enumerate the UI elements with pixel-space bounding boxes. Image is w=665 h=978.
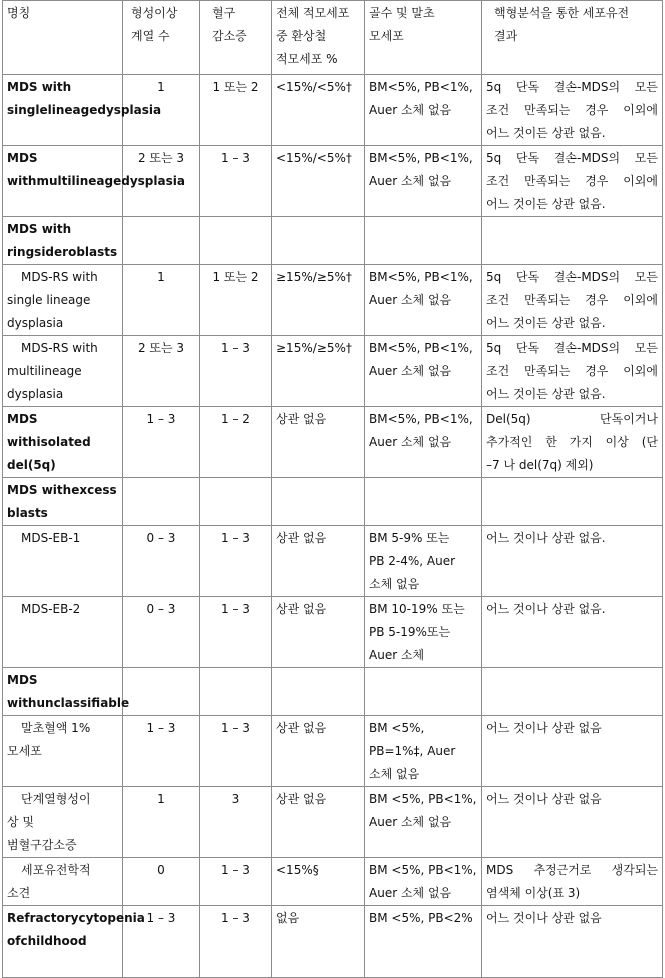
cell-name	[3, 906, 145, 978]
table-row	[3, 716, 663, 787]
cell-cytopenias-value: 1 – 3	[221, 531, 250, 545]
table-row	[3, 146, 663, 217]
cell-line: PB=1%‡, Auer	[369, 744, 456, 758]
cell-name	[3, 407, 123, 478]
cell-cytopenias-value: 1 – 3	[221, 863, 250, 877]
table-row	[3, 526, 663, 597]
cell-cytopenias	[200, 668, 272, 716]
cell-line: BM<5%, PB<1%,	[369, 80, 473, 94]
cell-line: 추가적인 한 가지 이상 (단	[486, 435, 658, 449]
cell-ring-sideroblasts-value: <15%/<5%†	[276, 80, 352, 94]
cell-lineages	[123, 668, 200, 716]
cell-cytopenias	[200, 716, 272, 787]
header-line: 모세포	[369, 29, 404, 43]
cell-karyotype	[482, 478, 663, 526]
cell-line: Auer 소체	[369, 648, 425, 662]
cell-ring-sideroblasts-value: 없음	[276, 911, 300, 925]
cell-ring-sideroblasts	[272, 526, 365, 597]
cell-line: Auer 소체 없음	[369, 886, 452, 900]
cell-line: 소견	[7, 886, 31, 900]
cell-line: Auer 소체 없음	[369, 364, 452, 378]
cell-ring-sideroblasts	[272, 407, 365, 478]
cell-karyotype	[482, 336, 663, 407]
cell-karyotype	[482, 407, 663, 478]
header-line: 중 환상철	[276, 29, 327, 43]
cell-cytopenias-value: 1 또는 2	[212, 270, 259, 284]
cell-line: 모세포	[7, 744, 42, 758]
cell-bm-pb-blasts	[365, 597, 482, 668]
cell-bm-pb-blasts	[365, 906, 482, 978]
cell-line: Auer 소체 없음	[369, 103, 452, 117]
cell-lineages-value: 1	[157, 270, 165, 284]
cell-ring-sideroblasts	[272, 265, 365, 336]
cell-bm-pb-blasts	[365, 336, 482, 407]
cell-line: dysplasia	[7, 316, 64, 330]
cell-line: Del(5q) 단독이거나	[486, 412, 658, 426]
cell-line: 어느 것이나 상관 없음	[486, 792, 602, 806]
cell-karyotype	[482, 716, 663, 787]
cell-cytopenias-value: 3	[231, 792, 240, 806]
cell-name	[3, 858, 123, 906]
cell-karyotype	[482, 265, 663, 336]
cell-ring-sideroblasts-value: 상관 없음	[276, 412, 327, 426]
cell-ring-sideroblasts	[272, 668, 365, 716]
cell-line: MDS 추정근거로 생각되는	[486, 863, 658, 877]
cell-line: 소체 없음	[369, 577, 420, 591]
cell-line: MDS with	[7, 151, 38, 188]
cell-line: 5q 단독 결손-MDS의 모든	[486, 270, 658, 284]
cell-line: multilineage	[36, 174, 122, 188]
cell-line: 단계열형성이	[21, 792, 91, 806]
cell-ring-sideroblasts	[272, 597, 365, 668]
table-row	[3, 478, 663, 526]
cell-lineages-value: 0 – 3	[146, 602, 176, 616]
cell-line: lineage	[47, 103, 98, 117]
table-row	[3, 668, 663, 716]
cell-ring-sideroblasts-value: 상관 없음	[276, 602, 327, 616]
header-line: 골수 및 말초	[369, 6, 435, 20]
cell-line: 염색체 이상(표 3)	[486, 886, 581, 900]
cell-line: 소체 없음	[369, 767, 420, 781]
cell-cytopenias	[200, 336, 272, 407]
cell-line: BM<5%, PB<1%,	[369, 412, 473, 426]
cell-name	[3, 787, 123, 858]
cell-line: BM<5%, PB<1%,	[369, 151, 473, 165]
cell-line: Auer 소체 없음	[369, 435, 452, 449]
cell-lineages-value: 2 또는 3	[137, 341, 185, 355]
table-row	[3, 217, 663, 265]
cell-bm-pb-blasts	[365, 478, 482, 526]
cell-ring-sideroblasts	[272, 858, 365, 906]
cell-line: Auer 소체 없음	[369, 174, 452, 188]
cell-lineages	[123, 858, 200, 906]
header-lineages	[123, 1, 200, 75]
cell-line: dysplasia	[121, 174, 185, 188]
cell-ring-sideroblasts-value: <15%§	[276, 863, 319, 877]
cell-line: Auer 소체 없음	[369, 293, 452, 307]
cell-line: dysplasia	[97, 103, 162, 117]
cell-bm-pb-blasts	[365, 217, 482, 265]
cell-lineages	[123, 597, 200, 668]
table-row	[3, 597, 663, 668]
cell-line: 범혈구감소증	[7, 838, 77, 852]
cell-ring-sideroblasts	[272, 906, 365, 978]
header-cytopenias	[200, 1, 272, 75]
cell-bm-pb-blasts	[365, 858, 482, 906]
cell-line: single lineage	[7, 293, 91, 307]
cell-lineages-value: 1 – 3	[146, 721, 176, 735]
cell-name	[3, 217, 123, 265]
cell-line: MDS-EB-2	[21, 602, 81, 616]
header-name	[3, 1, 123, 75]
cell-line: 조건 만족되는 경우 이외에	[486, 293, 658, 307]
cell-line: BM <5%, PB<1%,	[369, 863, 477, 877]
cell-line: –7 나 del(7q) 제외)	[486, 458, 594, 472]
cell-line: cytopenia of	[7, 911, 145, 948]
cell-cytopenias	[200, 217, 272, 265]
header-ring-sideroblasts	[272, 1, 365, 75]
cell-line: MDS with single	[7, 80, 72, 117]
cell-name	[3, 265, 123, 336]
cell-line: MDS-RS with	[21, 341, 98, 355]
header-line: 감소증	[212, 29, 247, 43]
cell-line: sideroblasts	[34, 245, 118, 259]
cell-line: 상 및	[7, 815, 34, 829]
cell-bm-pb-blasts	[365, 526, 482, 597]
header-line: 핵형분석을 통한 세포유전	[494, 6, 630, 20]
cell-lineages	[123, 526, 200, 597]
table-row	[3, 75, 663, 146]
cell-lineages	[123, 716, 200, 787]
cell-karyotype	[482, 75, 663, 146]
cell-lineages-value: 2 또는 3	[137, 151, 185, 165]
cell-ring-sideroblasts-value: 상관 없음	[276, 531, 327, 545]
cell-line: 5q 단독 결손-MDS의 모든	[486, 80, 658, 94]
header-line: 형성이상	[131, 6, 178, 20]
cell-line: MDS with	[7, 673, 38, 710]
cell-name	[3, 336, 123, 407]
header-line: 전체 적모세포	[276, 6, 350, 20]
cell-ring-sideroblasts	[272, 787, 365, 858]
cell-line: 5q 단독 결손-MDS의 모든	[486, 341, 658, 355]
cell-bm-pb-blasts	[365, 75, 482, 146]
cell-line: 조건 만족되는 경우 이외에	[486, 103, 658, 117]
cell-bm-pb-blasts	[365, 787, 482, 858]
table-row	[3, 906, 663, 978]
cell-lineages	[123, 787, 200, 858]
cell-line: BM<5%, PB<1%,	[369, 270, 473, 284]
table-row	[3, 407, 663, 478]
cell-bm-pb-blasts	[365, 407, 482, 478]
cell-lineages	[123, 217, 200, 265]
cell-ring-sideroblasts	[272, 75, 365, 146]
cell-cytopenias	[200, 146, 272, 217]
cell-ring-sideroblasts-value: 상관 없음	[276, 792, 327, 806]
header-line: 명칭	[7, 6, 31, 20]
table-row	[3, 336, 663, 407]
cell-cytopenias-value: 1 – 3	[221, 151, 250, 165]
header-line: 계열 수	[131, 29, 170, 43]
cell-line: 어느 것이나 상관 없음.	[486, 602, 606, 616]
cell-line: BM <5%, PB<1%,	[369, 792, 477, 806]
cell-ring-sideroblasts-value: ≥15%/≥5%†	[276, 270, 352, 284]
cell-cytopenias	[200, 526, 272, 597]
cell-ring-sideroblasts-value: <15%/<5%†	[276, 151, 352, 165]
cell-ring-sideroblasts	[272, 716, 365, 787]
cell-line: MDS with	[7, 412, 38, 449]
header-line: 적모세포 %	[276, 52, 338, 66]
header-line: 혈구	[212, 6, 236, 20]
cell-ring-sideroblasts	[272, 146, 365, 217]
cell-bm-pb-blasts	[365, 668, 482, 716]
cell-bm-pb-blasts	[365, 716, 482, 787]
cell-cytopenias-value: 1 – 2	[221, 412, 250, 426]
cell-line: multilineage	[7, 364, 82, 378]
cell-line: BM<5%, PB<1%,	[369, 341, 473, 355]
cell-lineages-value: 0	[157, 863, 165, 877]
cell-line: 어느 것이든 상관 없음.	[486, 316, 606, 330]
cell-karyotype	[482, 526, 663, 597]
cell-bm-pb-blasts	[365, 265, 482, 336]
cell-line: MDS with ring	[7, 222, 72, 259]
cell-karyotype	[482, 597, 663, 668]
cell-ring-sideroblasts	[272, 336, 365, 407]
cell-line: 조건 만족되는 경우 이외에	[486, 364, 658, 378]
cell-cytopenias	[200, 75, 272, 146]
cell-name	[3, 716, 123, 787]
cell-line: BM 5-9% 또는	[369, 531, 450, 545]
table-body	[3, 75, 663, 978]
cell-line: 어느 것이나 상관 없음	[486, 721, 602, 735]
cell-karyotype	[482, 787, 663, 858]
cell-lineages	[123, 265, 200, 336]
cell-line: Auer 소체 없음	[369, 815, 452, 829]
cell-cytopenias	[200, 858, 272, 906]
cell-line: PB 5-19%또는	[369, 625, 451, 639]
cell-cytopenias	[200, 407, 272, 478]
cell-line: dysplasia	[7, 387, 64, 401]
header-bm-pb-blasts	[365, 1, 482, 75]
cell-ring-sideroblasts	[272, 217, 365, 265]
cell-lineages-value: 0 – 3	[146, 531, 176, 545]
cell-karyotype	[482, 668, 663, 716]
cell-line: 조건 만족되는 경우 이외에	[486, 174, 658, 188]
table-row	[3, 858, 663, 906]
cell-line: isolated del(5q)	[7, 435, 91, 472]
cell-name	[3, 75, 162, 146]
cell-line: BM <5%,	[369, 721, 425, 735]
cell-line: MDS with	[7, 483, 72, 497]
header-karyotype	[482, 1, 663, 75]
cell-cytopenias-value: 1 – 3	[221, 911, 250, 925]
cell-lineages	[123, 336, 200, 407]
cell-cytopenias-value: 1 – 3	[221, 341, 250, 355]
cell-line: excess blasts	[7, 483, 117, 520]
cell-cytopenias	[200, 787, 272, 858]
cell-cytopenias	[200, 478, 272, 526]
cell-lineages-value: 1 – 3	[146, 412, 176, 426]
cell-line: childhood	[20, 934, 87, 948]
cell-karyotype	[482, 906, 663, 978]
cell-cytopenias-value: 1 – 3	[221, 721, 250, 735]
cell-line: MDS-RS with	[21, 270, 98, 284]
header-line: 결과	[494, 29, 518, 43]
cell-line: 어느 것이나 상관 없음.	[486, 531, 606, 545]
cell-line: 5q 단독 결손-MDS의 모든	[486, 151, 658, 165]
cell-line: BM <5%, PB<2%	[369, 911, 473, 925]
cell-name	[3, 526, 123, 597]
cell-name	[3, 597, 123, 668]
cell-cytopenias	[200, 597, 272, 668]
mds-classification-table	[2, 0, 663, 978]
cell-line: 어느 것이든 상관 없음.	[486, 126, 606, 140]
cell-line: MDS-EB-1	[21, 531, 81, 545]
cell-karyotype	[482, 146, 663, 217]
cell-lineages-value: 1	[157, 792, 165, 806]
cell-name	[3, 478, 123, 526]
cell-line: BM 10-19% 또는	[369, 602, 465, 616]
cell-lineages-value: 1	[157, 80, 165, 94]
cell-line: 말초혈액 1%	[21, 721, 91, 735]
cell-line: PB 2-4%, Auer	[369, 554, 456, 568]
cell-line: Refractory	[7, 911, 79, 925]
cell-lineages	[123, 478, 200, 526]
cell-line: unclassifiable	[36, 696, 130, 710]
table-row	[3, 265, 663, 336]
cell-ring-sideroblasts-value: 상관 없음	[276, 721, 327, 735]
cell-karyotype	[482, 217, 663, 265]
cell-cytopenias	[200, 906, 272, 978]
cell-lineages-value: 1 – 3	[146, 911, 176, 925]
cell-line: 어느 것이나 상관 없음	[486, 911, 602, 925]
header-row	[3, 1, 663, 75]
cell-line: 어느 것이든 상관 없음.	[486, 387, 606, 401]
cell-name	[3, 668, 130, 716]
cell-cytopenias	[200, 265, 272, 336]
cell-bm-pb-blasts	[365, 146, 482, 217]
cell-karyotype	[482, 858, 663, 906]
cell-cytopenias-value: 1 – 3	[221, 602, 250, 616]
cell-cytopenias-value: 1 또는 2	[212, 80, 259, 94]
cell-ring-sideroblasts-value: ≥15%/≥5%†	[276, 341, 352, 355]
cell-line: 어느 것이든 상관 없음.	[486, 197, 606, 211]
table-row	[3, 787, 663, 858]
cell-ring-sideroblasts	[272, 478, 365, 526]
cell-lineages	[123, 407, 200, 478]
cell-line: 세포유전학적	[21, 863, 91, 877]
